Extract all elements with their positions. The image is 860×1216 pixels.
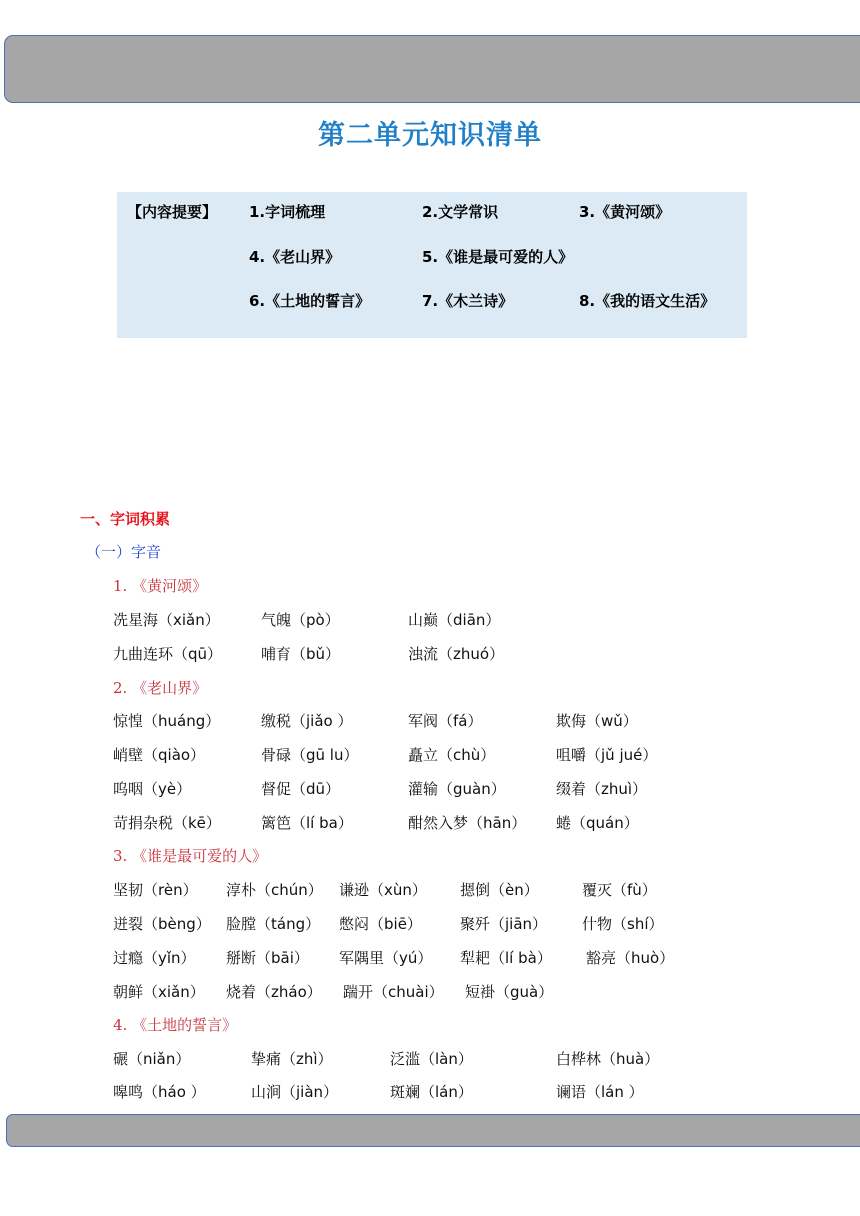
vocab-item: 篱笆（lí ba） (261, 814, 353, 832)
summary-item: 3.《黄河颂》 (579, 203, 671, 221)
vocab-item: 缀着（zhuì） (556, 780, 648, 798)
vocab-item: 短褂（guà） (465, 983, 554, 1001)
vocab-item: 欺侮（wǔ） (556, 712, 638, 730)
vocab-item: 碾（niǎn） (113, 1050, 191, 1068)
vocab-item: 军阀（fá） (408, 712, 483, 730)
group-title: 3. 《谁是最可爱的人》 (113, 847, 268, 865)
vocab-item: 覆灭（fù） (582, 881, 657, 899)
vocab-item: 矗立（chù） (408, 746, 496, 764)
vocab-item: 脸膛（táng） (226, 915, 321, 933)
vocab-item: 蜷（quán） (556, 814, 639, 832)
vocab-item: 谦逊（xùn） (339, 881, 427, 899)
group-title: 4. 《土地的誓言》 (113, 1016, 238, 1034)
vocab-item: 斑斓（lán） (390, 1083, 473, 1101)
summary-item: 7.《木兰诗》 (422, 292, 514, 310)
vocab-item: 苛捐杂税（kē） (113, 814, 221, 832)
group-title: 1. 《黄河颂》 (113, 577, 208, 595)
vocab-item: 咀嚼（jǔ jué） (556, 746, 658, 764)
group-title: 2. 《老山界》 (113, 679, 208, 697)
footer-banner (6, 1114, 860, 1147)
vocab-item: 聚歼（jiān） (460, 915, 548, 933)
vocab-item: 气魄（pò） (261, 611, 340, 629)
summary-item: 2.文学常识 (422, 203, 499, 221)
summary-item: 8.《我的语文生活》 (579, 292, 716, 310)
vocab-item: 踹开（chuài） (343, 983, 444, 1001)
vocab-item: 峭壁（qiào） (113, 746, 206, 764)
vocab-item: 浊流（zhuó） (408, 645, 505, 663)
vocab-item: 坚韧（rèn） (113, 881, 198, 899)
vocab-item: 什物（shí） (582, 915, 664, 933)
section-heading: 一、字词积累 (80, 510, 171, 528)
vocab-item: 缴税（jiǎo ） (261, 712, 353, 730)
vocab-item: 淳朴（chún） (226, 881, 323, 899)
vocab-item: 嗥鸣（háo ） (113, 1083, 206, 1101)
vocab-item: 挚痛（zhì） (251, 1050, 333, 1068)
vocab-item: 豁亮（huò） (586, 949, 675, 967)
summary-item: 5.《谁是最可爱的人》 (422, 248, 574, 266)
vocab-item: 惊惶（huáng） (113, 712, 221, 730)
vocab-item: 呜咽（yè） (113, 780, 192, 798)
vocab-item: 督促（dū） (261, 780, 341, 798)
vocab-item: 泛滥（làn） (390, 1050, 473, 1068)
vocab-item: 灌输（guàn） (408, 780, 506, 798)
vocab-item: 过瘾（yǐn） (113, 949, 196, 967)
header-banner (4, 35, 860, 103)
vocab-item: 朝鲜（xiǎn） (113, 983, 205, 1001)
summary-item: 6.《土地的誓言》 (249, 292, 371, 310)
vocab-item: 掰断（bāi） (226, 949, 309, 967)
content-summary-box (117, 192, 747, 338)
vocab-item: 犁耙（lí bà） (460, 949, 552, 967)
vocab-item: 山巅（diān） (408, 611, 501, 629)
vocab-item: 军隅里（yú） (339, 949, 433, 967)
subsection-heading: （一）字音 (86, 543, 162, 561)
vocab-item: 九曲连环（qū） (113, 645, 223, 663)
vocab-item: 冼星海（xiǎn） (113, 611, 220, 629)
vocab-item: 谰语（lán ） (556, 1083, 644, 1101)
vocab-item: 烧着（zháo） (226, 983, 322, 1001)
vocab-item: 迸裂（bèng） (113, 915, 211, 933)
page-title: 第二单元知识清单 (318, 120, 542, 151)
summary-item: 1.字词梳理 (249, 203, 326, 221)
vocab-item: 憋闷（biē） (339, 915, 422, 933)
summary-item: 4.《老山界》 (249, 248, 341, 266)
vocab-item: 哺育（bǔ） (261, 645, 341, 663)
summary-label: 【内容提要】 (127, 203, 218, 221)
vocab-item: 山涧（jiàn） (251, 1083, 339, 1101)
vocab-item: 白桦林（huà） (556, 1050, 660, 1068)
vocab-item: 摁倒（èn） (460, 881, 539, 899)
vocab-item: 酣然入梦（hān） (408, 814, 527, 832)
vocab-item: 骨碌（gū lu） (261, 746, 359, 764)
